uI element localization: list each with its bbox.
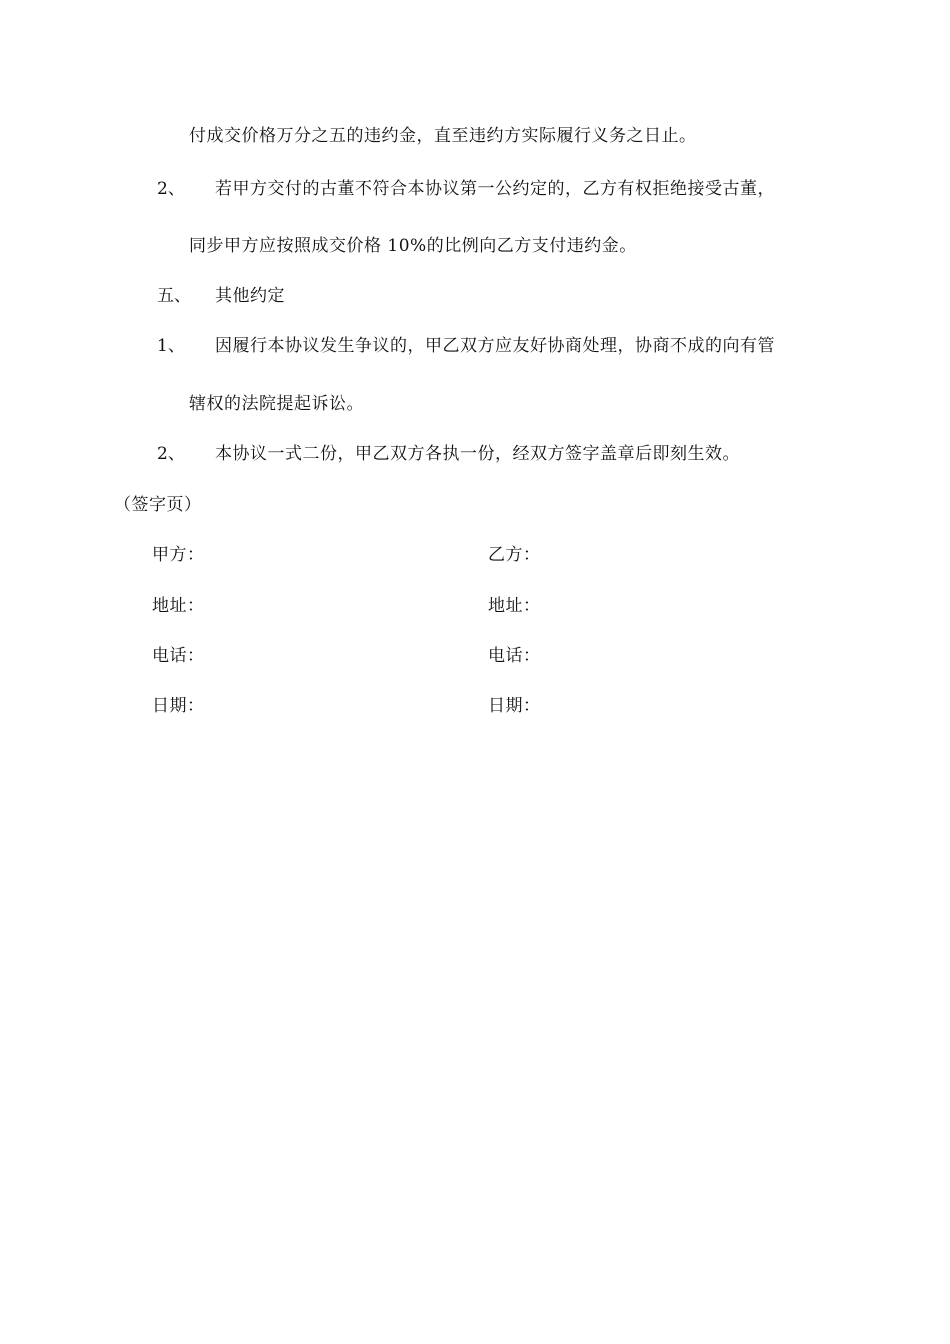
- clause4-item2-number: 2、: [157, 179, 185, 199]
- clause5-item1-number: 1、: [157, 336, 185, 356]
- party-b-phone-label: 电话：: [488, 646, 541, 666]
- clause5-item2-text: 本协议一式二份，甲乙双方各执一份，经双方签字盖章后即刻生效。: [215, 444, 740, 464]
- clause5-heading: 其他约定: [215, 286, 285, 306]
- clause5-item2-number: 2、: [157, 444, 185, 464]
- clause4-item2-line2: 同步甲方应按照成交价格 10%的比例向乙方支付违约金。: [189, 236, 637, 256]
- party-a-name-label: 甲方：: [152, 545, 205, 565]
- party-a-address-label: 地址：: [152, 596, 205, 616]
- party-b-date-label: 日期：: [488, 696, 541, 716]
- clause4-item2-line1: 若甲方交付的古董不符合本协议第一公约定的，乙方有权拒绝接受古董，: [215, 179, 775, 199]
- party-a-phone-label: 电话：: [152, 646, 205, 666]
- party-b-address-label: 地址：: [488, 596, 541, 616]
- clause5-item1-line1: 因履行本协议发生争议的，甲乙双方应友好协商处理，协商不成的向有管: [215, 336, 775, 356]
- clause5-item1-line2: 辖权的法院提起诉讼。: [189, 394, 364, 414]
- party-b-name-label: 乙方：: [488, 545, 541, 565]
- clause4-item1-continuation: 付成交价格万分之五的违约金，直至违约方实际履行义务之日止。: [189, 126, 697, 146]
- signature-page-title: （签字页）: [114, 495, 202, 515]
- party-a-date-label: 日期：: [152, 696, 205, 716]
- clause5-number: 五、: [157, 286, 191, 306]
